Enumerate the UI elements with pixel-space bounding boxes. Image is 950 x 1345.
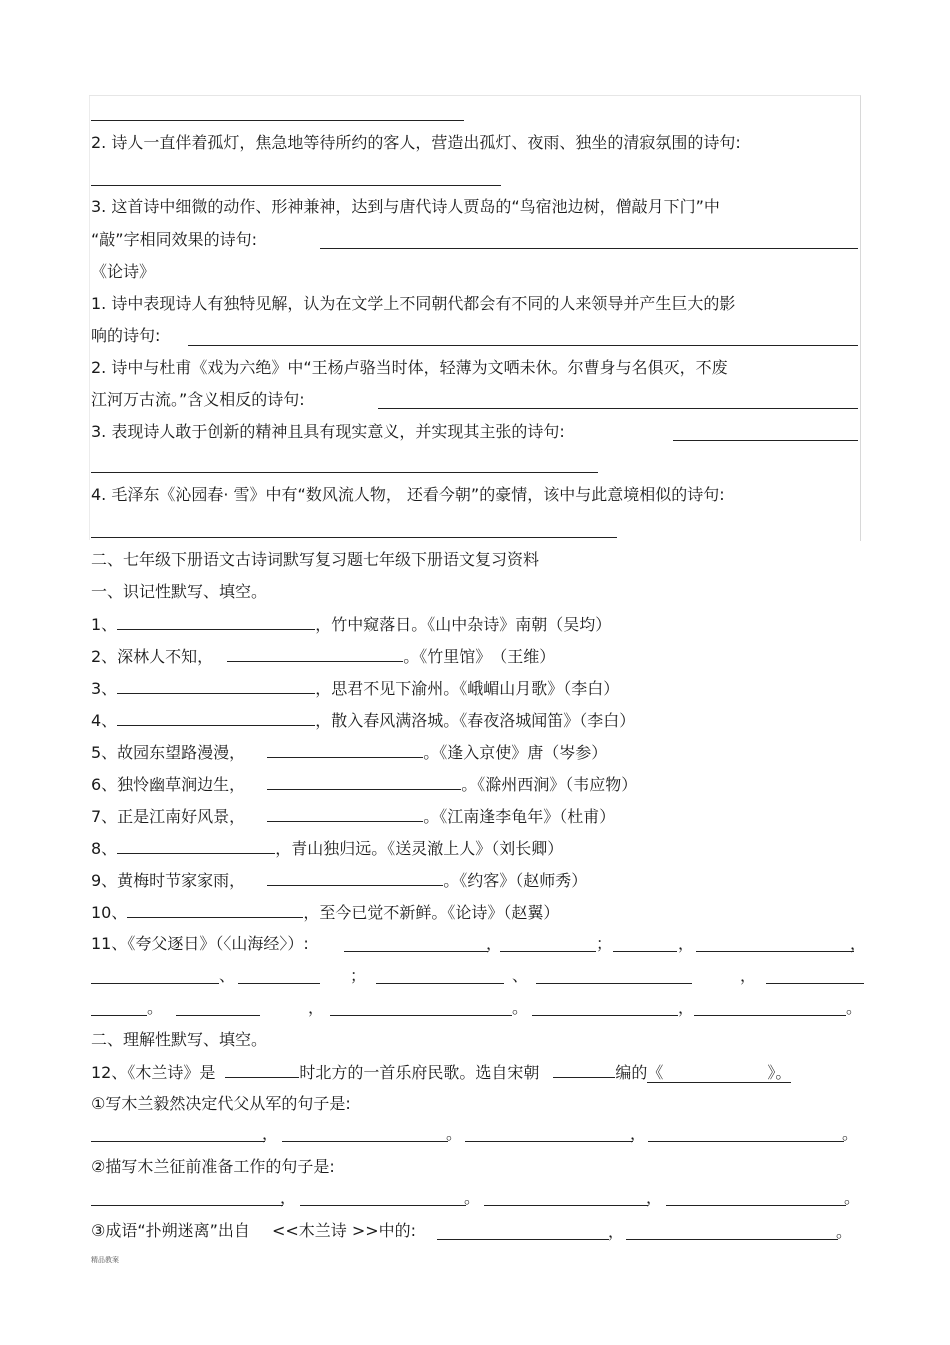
blank[interactable] <box>267 741 423 758</box>
blank[interactable] <box>267 869 443 886</box>
item-text: 5、故园东望路漫漫， <box>91 743 246 762</box>
blank[interactable] <box>225 1061 299 1078</box>
item-text: 9、黄梅时节家家雨， <box>91 871 246 890</box>
punct: ， <box>308 998 325 1017</box>
punct: ， <box>630 1124 647 1143</box>
question-text: 2. 诗中与杜甫《戏为六绝》中“王杨卢骆当时体，轻薄为文哂未休。尔曹身与名俱灭，不废 <box>91 358 728 377</box>
fill-item-6 <box>91 773 637 795</box>
subsection-heading: 一、识记性默写、填空。 <box>91 582 268 601</box>
question-text: 3. 这首诗中细微的动作、形神兼神，达到与唐代诗人贾岛的“鸟宿池边树，僧敲月下门”中 <box>91 197 720 216</box>
book-title-blank[interactable]: 《 》。 <box>647 1063 792 1082</box>
question-text: 3. 表现诗人敢于创新的精神且具有现实意义，并实现其主张的诗句: <box>91 422 565 441</box>
answer-line <box>320 248 858 249</box>
punct: ， <box>850 934 867 953</box>
blank[interactable] <box>484 1205 648 1206</box>
question-text: 响的诗句: <box>91 326 161 345</box>
punct: 。 <box>512 998 529 1017</box>
sub-question-3 <box>91 1220 416 1242</box>
punct: 。 <box>446 1124 463 1143</box>
fill-item-4 <box>91 709 635 731</box>
blank[interactable] <box>176 1015 260 1016</box>
item-text: 。《滁州西涧》（韦应物） <box>461 775 638 794</box>
blank[interactable] <box>376 983 504 984</box>
blank[interactable] <box>330 1015 512 1016</box>
blank[interactable] <box>766 983 864 984</box>
bordered-section <box>89 95 861 541</box>
item-number: 3、 <box>91 679 118 698</box>
fill-item-7 <box>91 805 615 827</box>
blank[interactable] <box>500 951 596 952</box>
item-number: 10、 <box>91 903 128 922</box>
punct: ， <box>608 1222 625 1241</box>
sub-question: ②描写木兰征前准备工作的句子是: <box>91 1157 335 1176</box>
punct: 、 <box>219 966 236 985</box>
blank[interactable] <box>532 1015 678 1016</box>
q12-text: 编的 <box>615 1063 648 1082</box>
punct: ； <box>596 934 613 953</box>
blank[interactable] <box>536 983 692 984</box>
punct: 。 <box>844 1188 861 1207</box>
q12-text: 时北方的一首乐府民歌。选自宋朝 <box>299 1063 540 1082</box>
blank[interactable] <box>117 613 315 630</box>
punct: ， <box>486 934 503 953</box>
item-text: 2、深林人不知， <box>91 647 214 666</box>
blank[interactable] <box>91 1141 265 1142</box>
item-text: 。《约客》（赵师秀） <box>443 871 588 890</box>
fill-item-8 <box>91 837 563 859</box>
sub-question-source: <<木兰诗 >>中的: <box>271 1221 417 1240</box>
question-12 <box>91 1061 791 1083</box>
item-text: ，思君不见下渝州。《峨嵋山月歌》（李白） <box>315 679 620 698</box>
item-number: 8、 <box>91 839 118 858</box>
blank[interactable] <box>117 677 315 694</box>
answer-line <box>188 345 858 346</box>
item-text: ，至今已觉不新鲜。《论诗》（赵翼） <box>303 903 560 922</box>
blank[interactable] <box>694 1015 846 1016</box>
punct: ， <box>646 1188 663 1207</box>
punct: 。 <box>836 1222 853 1241</box>
item-text: 7、正是江南好风景， <box>91 807 246 826</box>
punct: ， <box>678 934 695 953</box>
item-text: ，竹中窥落日。《山中杂诗》南朝（吴均） <box>315 615 612 634</box>
punct: 、 <box>512 966 529 985</box>
blank[interactable] <box>91 1205 283 1206</box>
blank[interactable] <box>91 983 219 984</box>
fill-item-2 <box>91 645 555 667</box>
blank[interactable] <box>666 1205 846 1206</box>
blank[interactable] <box>238 983 320 984</box>
answer-line <box>378 408 858 409</box>
punct: 。 <box>846 998 863 1017</box>
section-title: 《论诗》 <box>91 262 156 281</box>
answer-line <box>91 120 464 121</box>
item-text: 6、独怜幽草涧边生， <box>91 775 246 794</box>
blank[interactable] <box>648 1141 844 1142</box>
blank[interactable] <box>696 951 854 952</box>
blank[interactable] <box>91 1015 147 1016</box>
blank[interactable] <box>626 1239 838 1240</box>
answer-line <box>673 440 858 441</box>
item-text: ，青山独归远。《送灵澈上人》（刘长卿） <box>275 839 564 858</box>
answer-line <box>91 537 617 538</box>
blank[interactable] <box>300 1205 466 1206</box>
fill-item-1 <box>91 613 611 635</box>
blank[interactable] <box>344 951 488 952</box>
fill-item-9 <box>91 869 587 891</box>
punct: ， <box>678 998 695 1017</box>
item-number: 1、 <box>91 615 118 634</box>
punct: 。 <box>842 1124 859 1143</box>
subsection-heading: 二、理解性默写、填空。 <box>91 1030 268 1049</box>
question-text: 4. 毛泽东《沁园春· 雪》中有“数风流人物， 还看今朝”的豪情，该中与此意境相似的诗句: <box>91 485 725 504</box>
sub-question: ③成语“扑朔迷离”出自 <box>91 1221 250 1240</box>
answer-line <box>91 185 501 186</box>
blank[interactable] <box>117 837 275 854</box>
blank[interactable] <box>267 805 423 822</box>
item-text: 。《逢入京使》唐（岑参） <box>423 743 608 762</box>
blank[interactable] <box>437 1239 609 1240</box>
item-text: 。《江南逢李龟年》（杜甫） <box>423 807 616 826</box>
answer-line <box>91 472 598 473</box>
blank[interactable] <box>127 901 303 918</box>
footer-mark: 精品教案 <box>91 1256 119 1264</box>
blank[interactable] <box>465 1141 633 1142</box>
item-number: 4、 <box>91 711 118 730</box>
punct: ； <box>350 966 367 985</box>
fill-item-11 <box>91 933 309 955</box>
blank[interactable] <box>267 773 461 790</box>
punct: 。 <box>464 1188 481 1207</box>
punct: ， <box>280 1188 297 1207</box>
question-text: 1. 诗中表现诗人有独特见解，认为在文学上不同朝代都会有不同的人来领导并产生巨大的影 <box>91 294 736 313</box>
fill-item-3 <box>91 677 619 699</box>
q12-text: 12、《木兰诗》是 <box>91 1063 216 1082</box>
question-text: 2. 诗人一直伴着孤灯，焦急地等待所约的客人，营造出孤灯、夜雨、独坐的清寂氛围的诗句: <box>91 133 741 152</box>
blank[interactable] <box>553 1061 615 1078</box>
blank[interactable] <box>227 645 403 662</box>
punct: ， <box>262 1124 279 1143</box>
punct: ， <box>740 966 757 985</box>
blank[interactable] <box>117 709 315 726</box>
sub-question: ①写木兰毅然决定代父从军的句子是: <box>91 1094 351 1113</box>
blank[interactable] <box>613 951 677 952</box>
fill-item-10 <box>91 901 559 923</box>
item-text: 11、《夸父逐日》（〈山海经〉）: <box>91 934 309 953</box>
item-text: 。《竹里馆》 （王维） <box>403 647 556 666</box>
question-text: 江河万古流。”含义相反的诗句: <box>91 390 305 409</box>
punct: 。 <box>147 998 164 1017</box>
fill-item-5 <box>91 741 607 763</box>
blank[interactable] <box>282 1141 448 1142</box>
question-text: “敲”字相同效果的诗句: <box>91 230 257 249</box>
section-heading: 二、七年级下册语文古诗词默写复习题七年级下册语文复习资料 <box>91 550 540 569</box>
item-text: ，散入春风满洛城。《春夜洛城闻笛》（李白） <box>315 711 636 730</box>
